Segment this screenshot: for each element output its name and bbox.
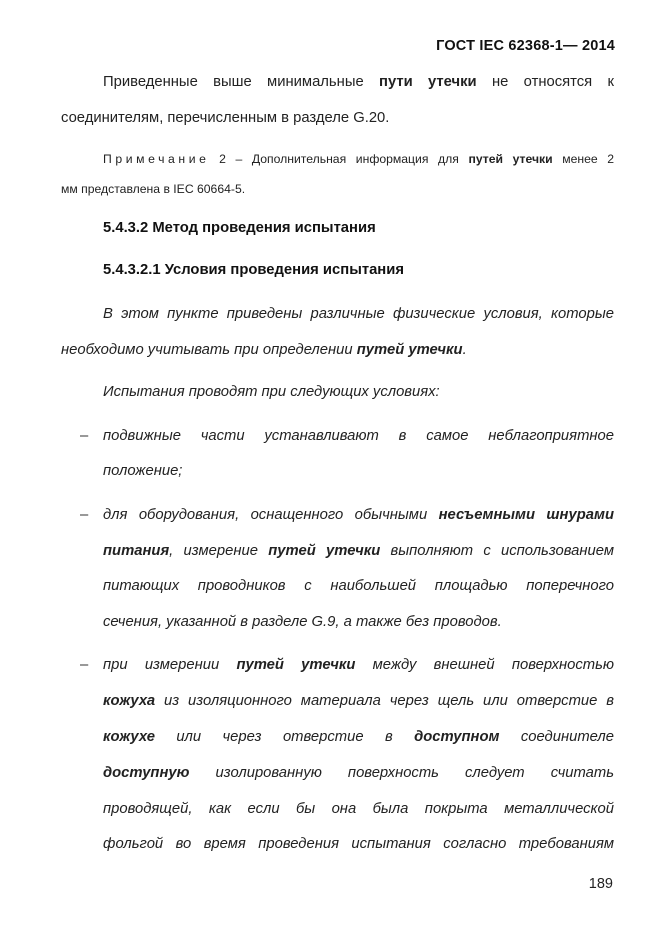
list-dash: – bbox=[80, 428, 89, 444]
text-span: между внешней поверхностью bbox=[372, 657, 614, 673]
text-span: изолированную поверхность следует считать bbox=[215, 765, 614, 781]
paragraph-line: Испытания проводят при следующих условиях: bbox=[103, 384, 440, 400]
text-span: не относятся к bbox=[491, 74, 614, 90]
term-enclosure: кожухе bbox=[103, 729, 155, 745]
term-nondetachable-cord: несъемными шнурами bbox=[438, 507, 614, 523]
list-item-line: питающих проводников с наибольшей площадью поперечного bbox=[103, 578, 614, 594]
term-creepage: путей утечки bbox=[268, 543, 381, 559]
term-power: питания bbox=[103, 543, 170, 559]
list-item-line bbox=[103, 655, 614, 675]
text-span: для оборудования, оснащенного обычными bbox=[103, 507, 428, 523]
list-item-line bbox=[103, 541, 614, 561]
text-span: . bbox=[462, 342, 467, 358]
term-creepage: путей утечки bbox=[236, 657, 356, 673]
list-item-line: фольгой во время проведения испытания согласно требованиям bbox=[103, 836, 614, 852]
term-creepage: путей утечки bbox=[356, 342, 463, 358]
text-span: при измерении bbox=[103, 657, 220, 673]
list-item-line bbox=[103, 727, 614, 747]
note-label: Примечание bbox=[103, 152, 210, 166]
term-creepage: пути утечки bbox=[379, 74, 477, 90]
subsection-heading: 5.4.3.2.1 Условия проведения испытания bbox=[103, 262, 404, 278]
text-span: соединителе bbox=[520, 729, 614, 745]
note-line bbox=[103, 151, 614, 167]
text-span: 2 – Дополнительная информация для bbox=[219, 152, 459, 166]
list-item-line bbox=[103, 505, 614, 525]
list-item-line: подвижные части устанавливают в самое неблагоприятное bbox=[103, 428, 614, 444]
note-line: мм представлена в IEC 60664-5. bbox=[61, 182, 246, 196]
term-enclosure: кожуха bbox=[103, 693, 156, 709]
paragraph-line bbox=[103, 72, 614, 92]
list-item-line: проводящей, как если бы она была покрыта металлической bbox=[103, 801, 614, 817]
list-dash: – bbox=[80, 657, 89, 673]
list-dash: – bbox=[80, 507, 89, 523]
text-span: менее 2 bbox=[562, 152, 615, 166]
text-span: Приведенные выше минимальные bbox=[103, 74, 364, 90]
document-header: ГОСТ IEC 62368-1— 2014 bbox=[436, 38, 615, 54]
list-item-line bbox=[103, 763, 614, 783]
paragraph-line: В этом пункте приведены различные физические условия, которые bbox=[103, 306, 614, 322]
text-span: , измерение bbox=[169, 543, 258, 559]
section-heading: 5.4.3.2 Метод проведения испытания bbox=[103, 220, 376, 236]
text-span: выполняют с использованием bbox=[390, 543, 614, 559]
term-accessible: доступную bbox=[103, 765, 190, 781]
term-creepage: путей утечки bbox=[468, 152, 553, 166]
text-span: необходимо учитывать при определении bbox=[61, 342, 353, 358]
list-item-line bbox=[103, 691, 614, 711]
text-span: или через отверстие в bbox=[176, 729, 393, 745]
text-span: из изоляционного материала через щель или отверстие в bbox=[164, 693, 614, 709]
page-number: 189 bbox=[588, 876, 613, 892]
list-item-line: положение; bbox=[103, 463, 183, 479]
paragraph-line: соединителям, перечисленным в разделе G.20. bbox=[61, 110, 390, 126]
list-item-line: сечения, указанной в разделе G.9, а также без проводов. bbox=[103, 614, 502, 630]
term-accessible: доступном bbox=[414, 729, 500, 745]
paragraph-line bbox=[61, 340, 467, 360]
